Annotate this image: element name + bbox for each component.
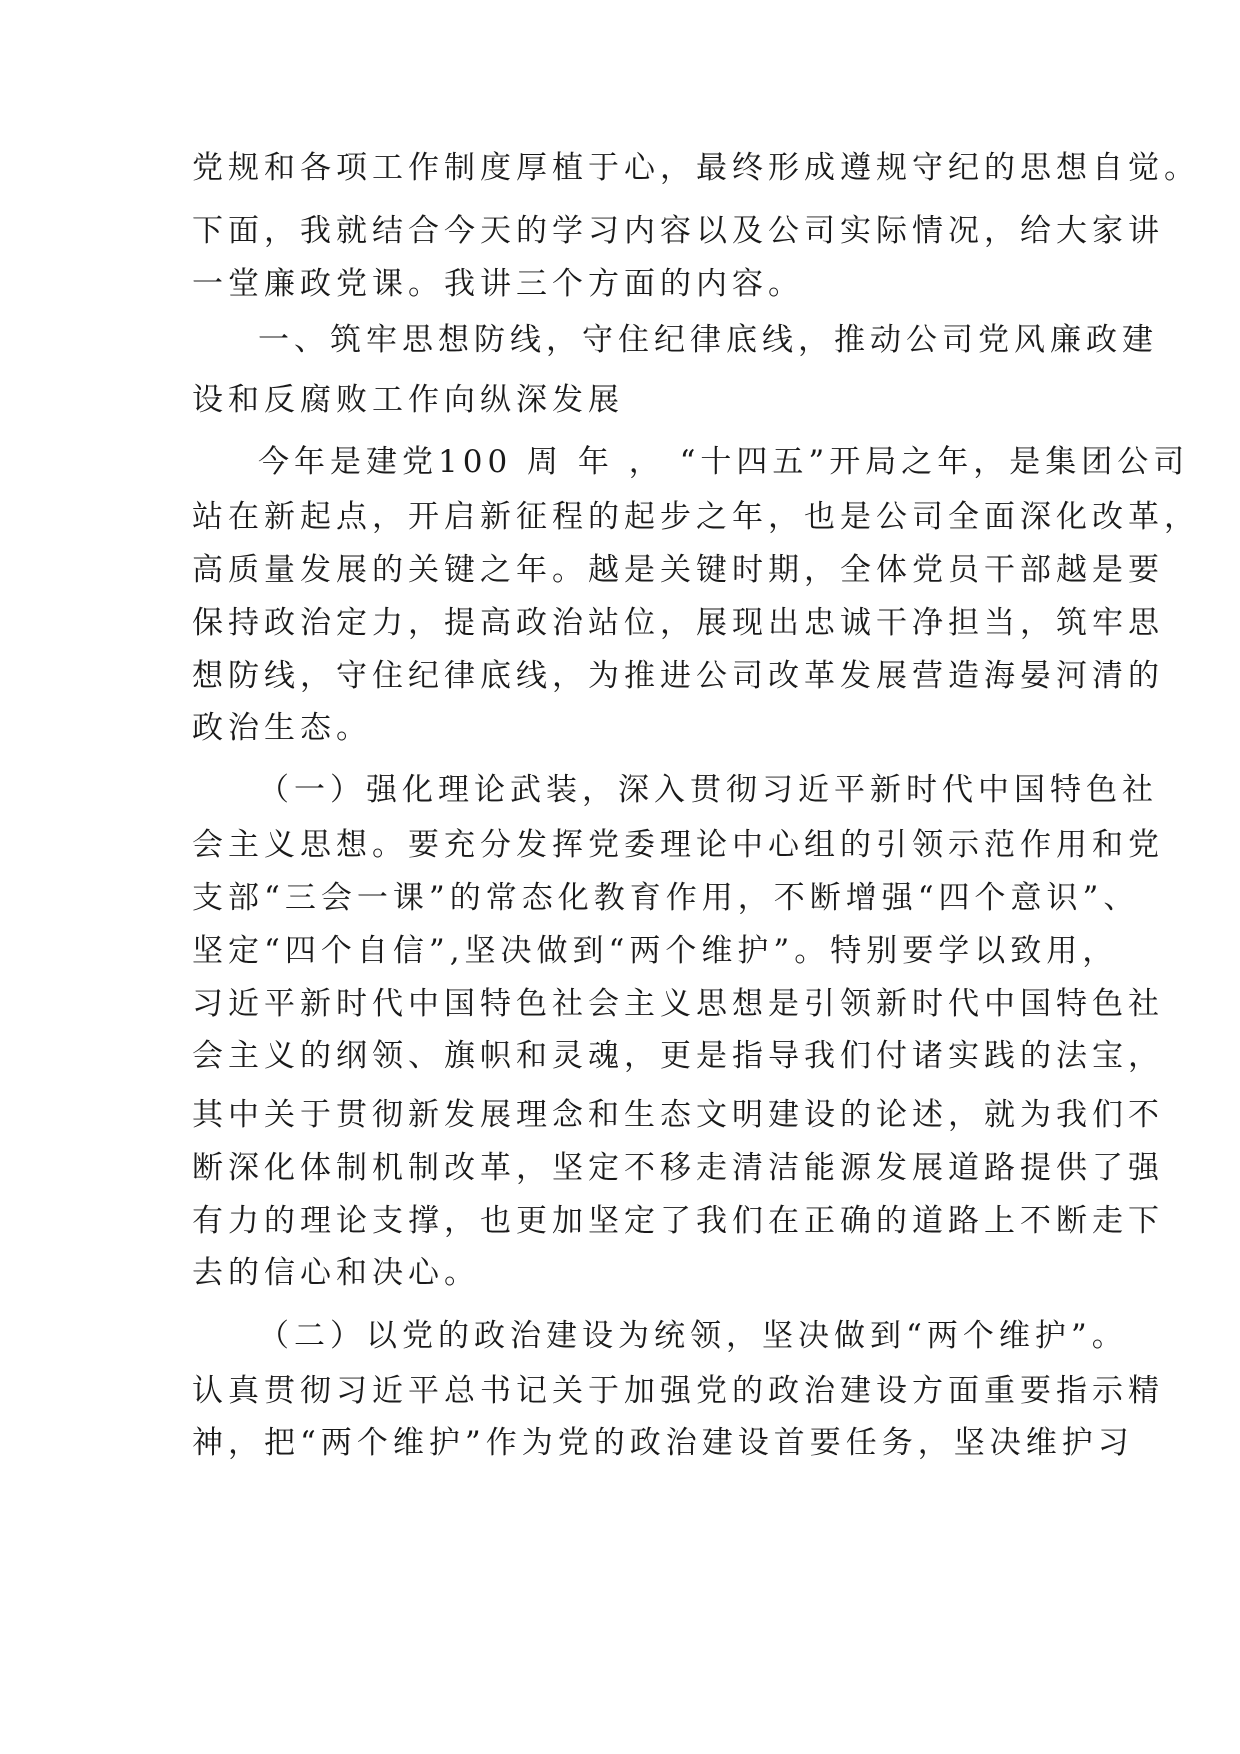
text-line: 其中关于贯彻新发展理念和生态文明建设的论述，就为我们不: [192, 1097, 1164, 1133]
text-line: 支部“三会一课”的常态化教育作用，不断增强“四个意识”、: [192, 880, 1140, 916]
section-heading-line: 设和反腐败工作向纵深发展: [192, 382, 624, 418]
subsection-line: （二）以党的政治建设为统领，坚决做到“两个维护”。: [258, 1318, 1128, 1354]
text-line: 会主义思想。要充分发挥党委理论中心组的引领示范作用和党: [192, 827, 1164, 863]
text-line: 习近平新时代中国特色社会主义思想是引领新时代中国特色社: [192, 986, 1164, 1022]
text-line: 会主义的纲领、旗帜和灵魂，更是指导我们付诸实践的法宝，: [192, 1038, 1164, 1074]
text-line: 政治生态。: [192, 710, 372, 746]
text-line: 下面，我就结合今天的学习内容以及公司实际情况，给大家讲: [192, 213, 1164, 249]
text-line: 一堂廉政党课。我讲三个方面的内容。: [192, 266, 804, 302]
section-heading-line: 一、筑牢思想防线，守住纪律底线，推动公司党风廉政建: [258, 322, 1158, 358]
text-line: 去的信心和决心。: [192, 1255, 480, 1291]
text-line: 高质量发展的关键之年。越是关键时期，全体党员干部越是要: [192, 552, 1164, 588]
text-line: 站在新起点，开启新征程的起步之年，也是公司全面深化改革，: [192, 499, 1200, 535]
text-line: 认真贯彻习近平总书记关于加强党的政治建设方面重要指示精: [192, 1373, 1164, 1409]
text-line: 党规和各项工作制度厚植于心，最终形成遵规守纪的思想自觉。: [192, 150, 1200, 186]
text-line: 今年是建党100 周 年 ， “十四五”开局之年，是集团公司: [258, 444, 1190, 480]
text-line: 有力的理论支撑，也更加坚定了我们在正确的道路上不断走下: [192, 1203, 1164, 1239]
text-line: 断深化体制机制改革，坚定不移走清洁能源发展道路提供了强: [192, 1150, 1164, 1186]
text-line: 想防线，守住纪律底线，为推进公司改革发展营造海晏河清的: [192, 658, 1164, 694]
text-line: 坚定“四个自信”,坚决做到“两个维护”。特别要学以致用，: [192, 933, 1119, 969]
text-line: 神，把“两个维护”作为党的政治建设首要任务，坚决维护习: [192, 1425, 1134, 1461]
subsection-line: （一）强化理论武装，深入贯彻习近平新时代中国特色社: [258, 772, 1158, 808]
text-line: 保持政治定力，提高政治站位，展现出忠诚干净担当，筑牢思: [192, 605, 1164, 641]
